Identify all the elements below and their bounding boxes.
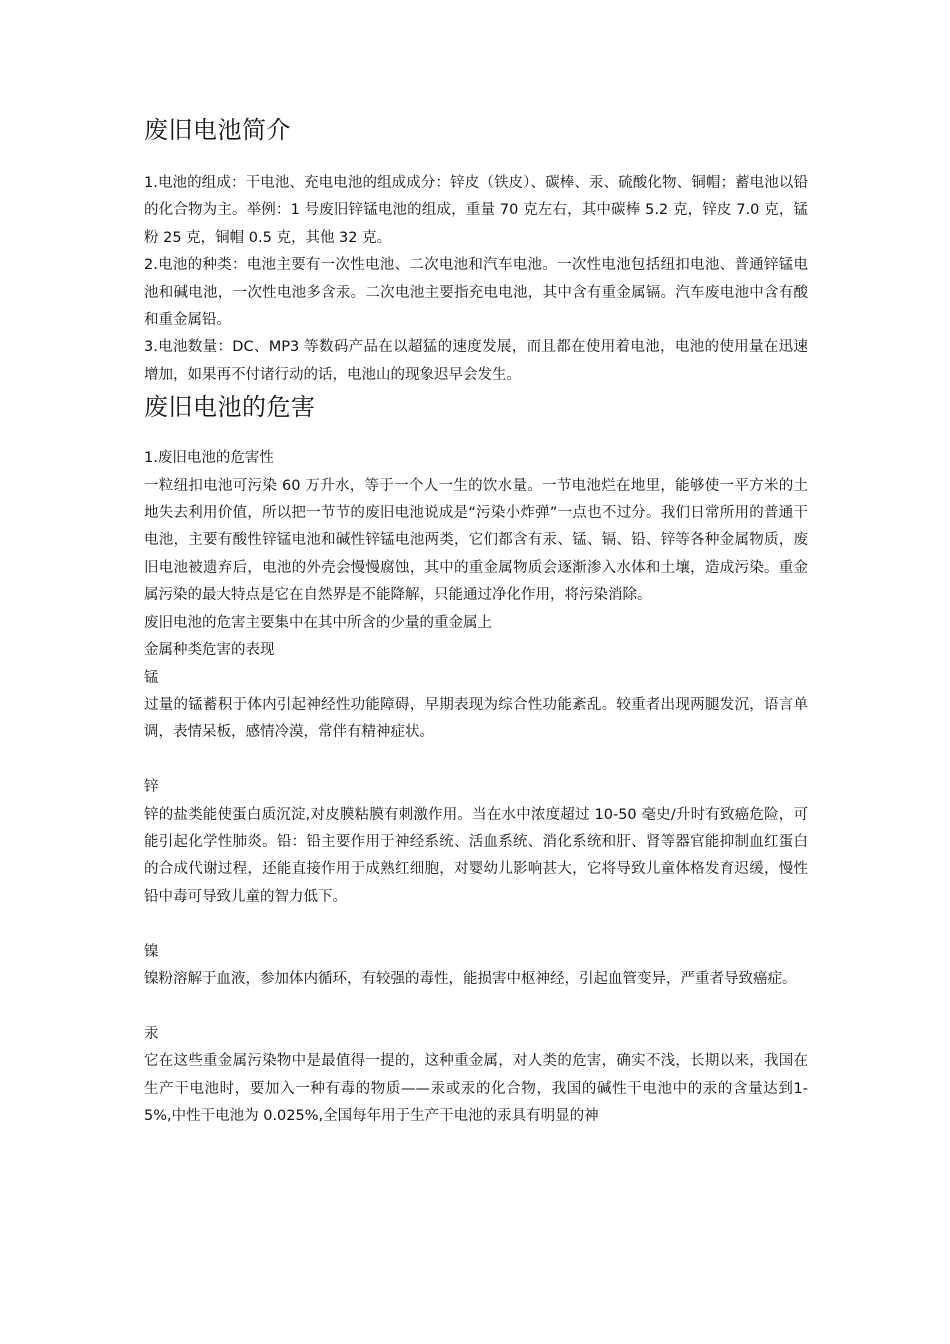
section-title-intro: 废旧电池简介 [144,116,291,144]
paragraph-hazard-detail: 一粒纽扣电池可污染 60 万升水，等于一个人一生的饮水量。一节电池烂在地里，能够使一平方米的土地失去利用价值，所以把一节节的废旧电池说成是“污染小炸弹”一点也不过分。我们日常所用的普通干电池，主要有酸性锌锰电池和碱性锌锰电池两类，它们都含有汞、锰、镉、铅、锌等各种金属物质，废旧电池被遗弃后，电池的外壳会慢慢腐蚀，其中的重金属物质会逐渐渗入水体和土壤，造成污染。重金属污染的最大特点是它在自然界是不能降解，只能通过净化作用，将污染消除。 [144,477,808,604]
paragraph-composition: 1.电池的组成：干电池、充电电池的组成成分：锌皮（铁皮）、碳棒、汞、硫酸化物、铜帽；蓄电池以铅的化合物为主。举例：1 号废旧锌锰电池的组成，重量 70 克左右，其中碳棒 5.2 克，锌皮 7.0 克，锰粉 25 克，铜帽 0.5 克，其他 32 克。 [144,175,808,246]
metal-title-nickel: 镍 [144,943,159,960]
spacer [144,747,808,774]
metal-text-mercury: 它在这些重金属污染物中是最值得一提的，这种重金属，对人类的危害，确实不浅，长期以来，我国在生产干电池时，要加入一种有毒的物质——汞或汞的化合物，我国的碱性干电池中的汞的含量达到1-5%,中性干电池为 0.025%,全国每年用于生产干电池的汞具有明显的神 [144,1053,808,1124]
metal-title-manganese: 锰 [144,669,159,686]
metal-text-zinc: 锌的盐类能使蛋白质沉淀,对皮膜粘膜有刺激作用。当在水中浓度超过 10-50 毫史/升时有致癌危险，可能引起化学性肺炎。铅：铅主要作用于神经系统、活血系统、消化系统和肝、肾等器官能抑制血红蛋白的合成代谢过程，还能直接作用于成熟红细胞，对婴幼儿影响甚大，它将导致儿童体格发育迟缓，慢性铅中毒可导致儿童的智力低下。 [144,806,808,905]
subheading-hazard: 1.废旧电池的危害性 [144,450,274,467]
metal-title-mercury: 汞 [144,1025,159,1042]
spacer [144,993,808,1020]
section-title-hazards: 废旧电池的危害 [144,393,316,422]
paragraph-metal-types: 金属种类危害的表现 [144,642,275,659]
paragraph-heavy-metals: 废旧电池的危害主要集中在其中所含的少量的重金属上 [144,614,492,631]
metal-text-nickel: 镍粉溶解于血液，参加体内循环，有较强的毒性，能损害中枢神经，引起血管变异，严重者导致癌症。 [144,970,797,987]
paragraph-quantity: 3.电池数量：DC、MP3 等数码产品在以超猛的速度发展，而且都在使用着电池，电池的使用量在迅速增加，如果再不付诸行动的话，电池山的现象迟早会发生。 [144,339,808,383]
document-page [144,112,808,1130]
metal-text-manganese: 过量的锰蓄积于体内引起神经性功能障碍，早期表现为综合性功能紊乱。较重者出现两腿发沉，语言单调，表情呆板，感情冷漠，常伴有精神症状。 [144,696,808,741]
metal-title-zinc: 锌 [144,779,159,796]
spacer [144,911,808,938]
paragraph-types: 2.电池的种类：电池主要有一次性电池、二次电池和汽车电池。一次性电池包括纽扣电池、普通锌锰电池和碱电池，一次性电池多含汞。二次电池主要指充电电池，其中含有重金属镉。汽车废电池中含有酸和重金属铅。 [144,257,808,329]
